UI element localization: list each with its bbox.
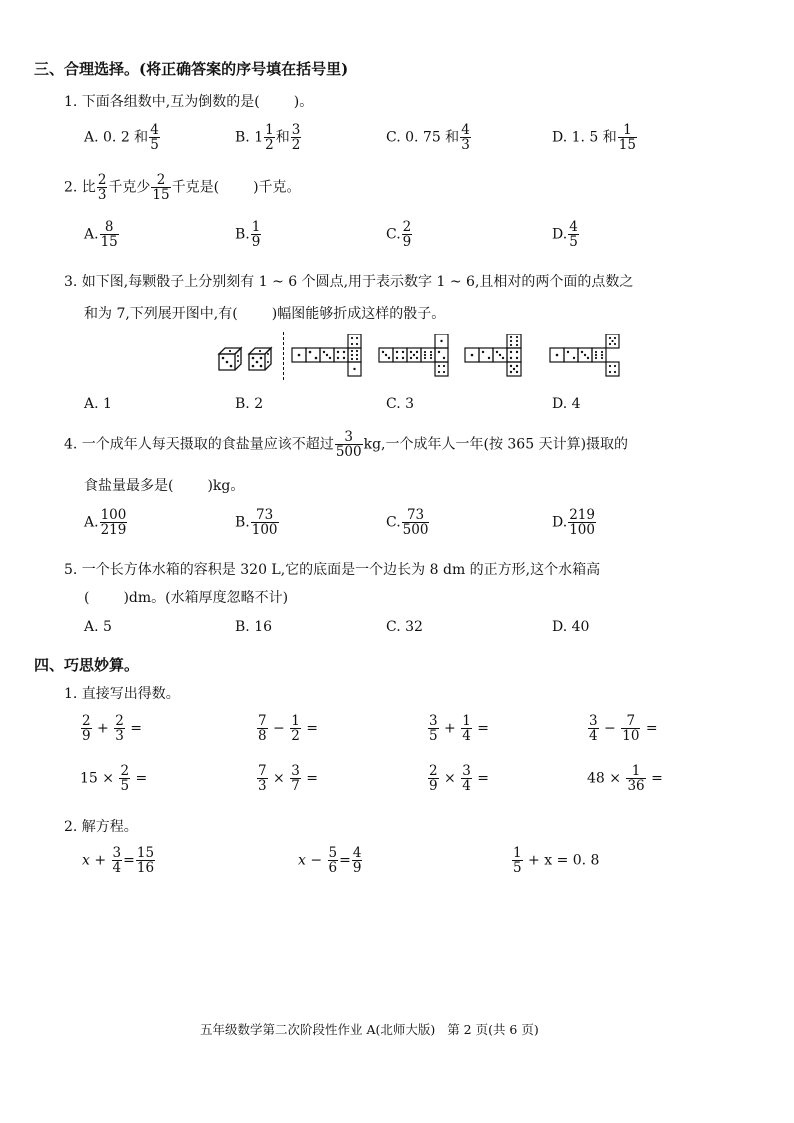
q3-option-d: D. 4 bbox=[552, 396, 581, 412]
equals-sign: = bbox=[123, 852, 135, 869]
q5-option-d: D. 40 bbox=[552, 619, 590, 635]
numerator: 3 bbox=[335, 430, 363, 445]
denominator: 15 bbox=[618, 137, 636, 154]
fraction bbox=[257, 714, 268, 743]
denominator: 5 bbox=[150, 137, 159, 154]
equals-sign: = bbox=[306, 720, 319, 737]
denominator: 9 bbox=[251, 234, 261, 251]
q4-line-2-a: 食盐量最多是( bbox=[84, 478, 174, 494]
footer-title: 五年级数学第二次阶段性作业 A(北师大版) bbox=[200, 1022, 436, 1037]
q5-line-2-b: )dm。(水箱厚度忽略不计) bbox=[123, 590, 289, 606]
q1-option-c bbox=[386, 123, 472, 152]
denominator: 4 bbox=[112, 860, 122, 877]
q3-option-a: A. 1 bbox=[84, 396, 112, 412]
numerator: 3 bbox=[429, 713, 438, 729]
fraction bbox=[568, 220, 579, 249]
q2-option-b bbox=[235, 220, 262, 249]
denominator: 5 bbox=[120, 778, 130, 795]
q2-stem-d: )千克。 bbox=[253, 179, 301, 196]
calc-expression bbox=[587, 764, 663, 793]
q1-option-c-prefix: C. 0. 75 和 bbox=[386, 129, 460, 146]
q2-option-c bbox=[386, 220, 413, 249]
die-icon bbox=[216, 344, 276, 374]
option-label: B. bbox=[235, 226, 250, 243]
q1-option-d bbox=[552, 123, 638, 152]
equation-lead: x + bbox=[82, 852, 107, 869]
operand-lead: 48 × bbox=[587, 770, 621, 787]
q1-option-a-prefix: A. 0. 2 和 bbox=[84, 129, 149, 146]
fraction bbox=[290, 714, 301, 743]
fraction bbox=[151, 173, 170, 202]
calc-expression bbox=[256, 714, 318, 743]
numerator: 5 bbox=[328, 845, 338, 861]
numerator: 2 bbox=[97, 172, 107, 188]
numerator: 3 bbox=[291, 763, 300, 779]
equation-tail: + x = 0. 8 bbox=[528, 852, 600, 869]
fraction bbox=[460, 123, 471, 152]
section-4-title: 四、巧思妙算。 bbox=[34, 656, 140, 674]
fraction bbox=[251, 508, 279, 537]
numerator: 4 bbox=[352, 845, 362, 861]
operand-lead: 15 × bbox=[80, 770, 114, 787]
denominator: 100 bbox=[569, 522, 595, 539]
calc-expression bbox=[587, 714, 658, 743]
q3-option-b: B. 2 bbox=[235, 396, 264, 412]
fraction bbox=[428, 764, 439, 793]
numerator: 7 bbox=[258, 713, 267, 729]
denominator: 4 bbox=[462, 778, 471, 795]
q1-option-b-mid: 和 bbox=[275, 129, 290, 146]
q4-option-c bbox=[386, 508, 430, 537]
denominator: 9 bbox=[402, 234, 412, 251]
page-number: 第 2 页(共 6 页) bbox=[447, 1022, 539, 1037]
equation-lead: x − bbox=[298, 852, 323, 869]
option-label: A. bbox=[84, 514, 99, 531]
fraction bbox=[291, 123, 302, 152]
dice-net-figure-icon bbox=[463, 334, 535, 384]
operator: − bbox=[273, 720, 285, 737]
dice-net-figure-icon bbox=[290, 334, 362, 384]
part-1-title: 1. 直接写出得数。 bbox=[64, 686, 180, 702]
equals-sign: = bbox=[306, 770, 319, 787]
q5-option-b: B. 16 bbox=[235, 619, 273, 635]
page-footer bbox=[200, 1020, 539, 1038]
fraction bbox=[81, 714, 92, 743]
denominator: 3 bbox=[97, 187, 107, 204]
question-1-stem-text: 1. 下面各组数中,互为倒数的是( bbox=[64, 94, 260, 110]
numerator: 1 bbox=[251, 219, 261, 235]
equals-sign: = bbox=[477, 720, 490, 737]
fraction bbox=[112, 846, 123, 875]
fraction bbox=[512, 846, 523, 875]
denominator: 10 bbox=[622, 728, 640, 745]
q4-stem-a: 4. 一个成年人每天摄取的食盐量应该不超过 bbox=[64, 436, 334, 453]
q2-option-d bbox=[552, 220, 580, 249]
denominator: 5 bbox=[429, 728, 438, 745]
q3-option-c: C. 3 bbox=[386, 396, 415, 412]
numerator: 1 bbox=[513, 845, 522, 861]
numerator: 4 bbox=[569, 219, 578, 235]
numerator: 1 bbox=[626, 764, 645, 779]
equation bbox=[298, 846, 363, 875]
question-1-stem-end: )。 bbox=[293, 94, 314, 110]
denominator: 500 bbox=[335, 444, 362, 461]
denominator: 6 bbox=[328, 860, 338, 877]
numerator: 3 bbox=[462, 763, 471, 779]
q2-stem-c: 千克是( bbox=[171, 179, 220, 196]
calc-expression bbox=[427, 764, 489, 793]
numerator: 2 bbox=[402, 219, 412, 235]
numerator: 1 bbox=[265, 122, 274, 138]
fraction bbox=[264, 123, 275, 152]
numerator: 2 bbox=[120, 763, 130, 779]
denominator: 9 bbox=[429, 778, 438, 795]
fraction bbox=[100, 220, 119, 249]
calc-expression bbox=[427, 714, 489, 743]
equals-sign: = bbox=[477, 770, 490, 787]
fraction bbox=[114, 714, 125, 743]
fraction bbox=[428, 714, 439, 743]
fraction bbox=[251, 220, 262, 249]
denominator: 4 bbox=[462, 728, 471, 745]
q3-line-2-a: 和为 7,下列展开图中,有( bbox=[84, 306, 238, 322]
numerator: 8 bbox=[100, 220, 119, 235]
q4-option-a bbox=[84, 508, 128, 537]
q5-option-a: A. 5 bbox=[84, 619, 112, 635]
question-3-line-1: 3. 如下图,每颗骰子上分别刻有 1 ~ 6 个圆点,用于表示数字 1 ~ 6,且相对的两个面的点数之 bbox=[64, 274, 634, 290]
numerator: 219 bbox=[569, 507, 595, 523]
q1-option-b-prefix: B. 1 bbox=[235, 129, 264, 146]
question-2-stem bbox=[64, 173, 301, 202]
fraction bbox=[119, 764, 130, 793]
denominator: 219 bbox=[100, 522, 127, 539]
q3-line-2-b: )幅图能够折成这样的骰子。 bbox=[271, 306, 446, 322]
operator: + bbox=[444, 720, 456, 737]
denominator: 9 bbox=[352, 860, 362, 877]
q4-line-2-b: )kg。 bbox=[207, 478, 245, 494]
q2-option-a bbox=[84, 220, 120, 249]
q4-option-b bbox=[235, 508, 280, 537]
option-label: C. bbox=[386, 514, 401, 531]
numerator: 1 bbox=[291, 713, 300, 729]
numerator: 7 bbox=[621, 714, 640, 729]
numerator: 3 bbox=[589, 713, 598, 729]
fraction bbox=[352, 846, 363, 875]
option-label: B. bbox=[235, 514, 250, 531]
section-3-title: 三、合理选择。(将正确答案的序号填在括号里) bbox=[34, 60, 349, 78]
equals-sign: = bbox=[651, 770, 663, 787]
calc-expression bbox=[80, 764, 147, 793]
equals-sign: = bbox=[339, 852, 351, 869]
numerator: 1 bbox=[618, 123, 637, 138]
numerator: 4 bbox=[461, 122, 470, 138]
fraction bbox=[257, 764, 268, 793]
operator: × bbox=[273, 770, 285, 787]
operator: + bbox=[97, 720, 109, 737]
fraction bbox=[621, 714, 640, 743]
option-label: A. bbox=[84, 226, 99, 243]
numerator: 1 bbox=[462, 713, 471, 729]
numerator: 7 bbox=[258, 763, 267, 779]
equation bbox=[82, 846, 156, 875]
question-5-line-1: 5. 一个长方体水箱的容积是 320 L,它的底面是一个边长为 8 dm 的正方形,这个水箱高 bbox=[64, 562, 601, 578]
divider bbox=[283, 332, 284, 380]
part-2-title: 2. 解方程。 bbox=[64, 819, 138, 835]
fraction bbox=[328, 846, 339, 875]
numerator: 100 bbox=[100, 507, 127, 523]
fraction bbox=[461, 714, 472, 743]
option-label: D. bbox=[552, 226, 568, 243]
fraction bbox=[626, 764, 645, 793]
denominator: 16 bbox=[136, 860, 155, 877]
numerator: 2 bbox=[115, 713, 124, 729]
denominator: 9 bbox=[82, 728, 91, 745]
denominator: 100 bbox=[251, 522, 278, 539]
question-3-line-2 bbox=[84, 303, 445, 323]
fraction bbox=[97, 173, 108, 202]
fraction bbox=[618, 123, 637, 152]
option-label: C. bbox=[386, 226, 401, 243]
q5-option-c: C. 32 bbox=[386, 619, 423, 635]
denominator: 7 bbox=[291, 778, 300, 795]
question-5-line-2 bbox=[84, 587, 288, 607]
question-4-line-1 bbox=[64, 430, 628, 459]
denominator: 5 bbox=[569, 234, 578, 251]
denominator: 3 bbox=[115, 728, 124, 745]
fraction bbox=[136, 846, 155, 875]
q1-option-a bbox=[84, 123, 161, 152]
numerator: 2 bbox=[82, 713, 91, 729]
q2-stem-a: 2. 比 bbox=[64, 179, 96, 196]
operator: × bbox=[444, 770, 456, 787]
denominator: 500 bbox=[402, 522, 429, 539]
denominator: 5 bbox=[513, 860, 522, 877]
fraction bbox=[568, 508, 596, 537]
denominator: 2 bbox=[291, 137, 301, 154]
fraction bbox=[149, 123, 160, 152]
numerator: 3 bbox=[291, 122, 301, 138]
dice-net-figure-icon bbox=[377, 334, 449, 384]
q1-option-b bbox=[235, 123, 302, 152]
denominator: 2 bbox=[291, 728, 300, 745]
q5-line-2-a: ( bbox=[84, 590, 90, 606]
numerator: 73 bbox=[402, 508, 430, 523]
numerator: 4 bbox=[150, 122, 159, 138]
fraction bbox=[402, 508, 430, 537]
question-1-stem bbox=[64, 91, 313, 111]
calc-expression bbox=[256, 764, 318, 793]
option-label: D. bbox=[552, 514, 568, 531]
numerator: 3 bbox=[112, 845, 122, 861]
numerator: 2 bbox=[151, 173, 170, 188]
fraction bbox=[290, 764, 301, 793]
equals-sign: = bbox=[645, 720, 658, 737]
fraction bbox=[588, 714, 599, 743]
denominator: 3 bbox=[461, 137, 470, 154]
numerator: 2 bbox=[429, 763, 438, 779]
denominator: 15 bbox=[100, 234, 118, 251]
denominator: 15 bbox=[152, 187, 170, 204]
denominator: 4 bbox=[589, 728, 598, 745]
equation bbox=[511, 846, 599, 875]
numerator: 15 bbox=[136, 845, 155, 861]
denominator: 36 bbox=[627, 778, 645, 795]
dice-net-figure-icon bbox=[548, 334, 620, 384]
q4-option-d bbox=[552, 508, 597, 537]
numerator: 73 bbox=[251, 508, 279, 523]
q1-option-d-prefix: D. 1. 5 和 bbox=[552, 129, 617, 146]
denominator: 8 bbox=[258, 728, 267, 745]
denominator: 2 bbox=[265, 137, 274, 154]
equals-sign: = bbox=[135, 770, 148, 787]
operator: − bbox=[604, 720, 616, 737]
q4-stem-b: kg,一个成年人一年(按 365 天计算)摄取的 bbox=[363, 436, 629, 453]
denominator: 3 bbox=[258, 778, 267, 795]
fraction bbox=[461, 764, 472, 793]
fraction bbox=[335, 430, 363, 459]
calc-expression bbox=[80, 714, 142, 743]
equals-sign: = bbox=[130, 720, 143, 737]
fraction bbox=[402, 220, 413, 249]
fraction bbox=[100, 508, 128, 537]
q2-stem-b: 千克少 bbox=[108, 179, 151, 196]
question-4-line-2 bbox=[84, 475, 244, 495]
